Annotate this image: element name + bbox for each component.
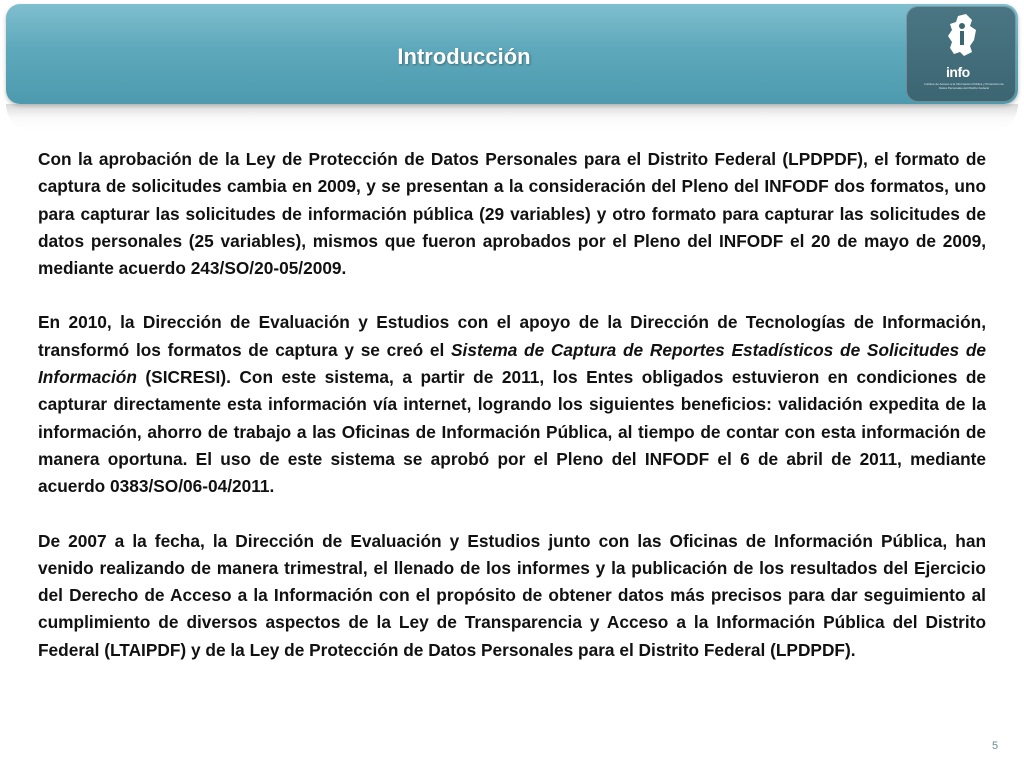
logo-name: info: [946, 64, 970, 80]
paragraph-2-text-end: (SICRESI). Con este sistema, a partir de 2011, los Entes obligados estuvieron en condiciones de capturar directamente esta información vía internet, logrando los siguientes beneficios: validación expedita de la información, ahorro de trabajo a las Oficinas de Información Pública, al tiempo de contar con esta información de manera oportuna. El uso de este sistema se aprobó por el Pleno del INFODF el 6 de abril de 2011, mediante acuerdo 0383/SO/06-04/2011.: [38, 367, 986, 497]
page-number: 5: [992, 740, 999, 752]
paragraph-1: Con la aprobación de la Ley de Protección de Datos Personales para el Distrito Federal (LPDPDF), el formato de captura de solicitudes cambia en 2009, y se presentan a la consideración del Pleno del INFODF dos formatos, uno para capturar las solicitudes de información pública (29 variables) y otro formato para capturar las solicitudes de datos personales (25 variables), mismos que fueron aprobados por el Pleno del INFODF el 20 de mayo de 2009, mediante acuerdo 243/SO/20-05/2009.: [38, 149, 986, 279]
header-shadow: [6, 104, 1018, 132]
main-content: [38, 146, 986, 664]
page-title: Introducción: [397, 44, 531, 69]
paragraph-2: [38, 309, 986, 500]
paragraph-3: De 2007 a la fecha, la Dirección de Evaluación y Estudios junto con las Oficinas de Información Pública, han venido realizando de manera trimestral, el llenado de los informes y la publicación de los resultados del Ejercicio del Derecho de Acceso a la Información con el propósito de obtener datos más precisos para dar seguimiento al cumplimiento de diversos aspectos de la Ley de Transparencia y Acceso a la Información Pública del Distrito Federal (LTAIPDF) y de la Ley de Protección de Datos Personales para el Distrito Federal (LPDPDF).: [38, 530, 986, 660]
paragraph-2-system-name: Sistema de Captura de Reportes Estadísticos de Solicitudes de Información: [38, 339, 987, 388]
paragraph-2-text-start: En 2010, la Dirección de Evaluación y Estudios con el apoyo de la Dirección de Tecnologías de Información, transformó los formatos de captura y se creó el: [38, 312, 986, 360]
logo: [906, 6, 1016, 102]
logo-caption: Instituto de Acceso a la Información Pública y Protección de Datos Personales del Distrito Federal: [924, 82, 1004, 90]
header-bar: [6, 4, 1018, 104]
